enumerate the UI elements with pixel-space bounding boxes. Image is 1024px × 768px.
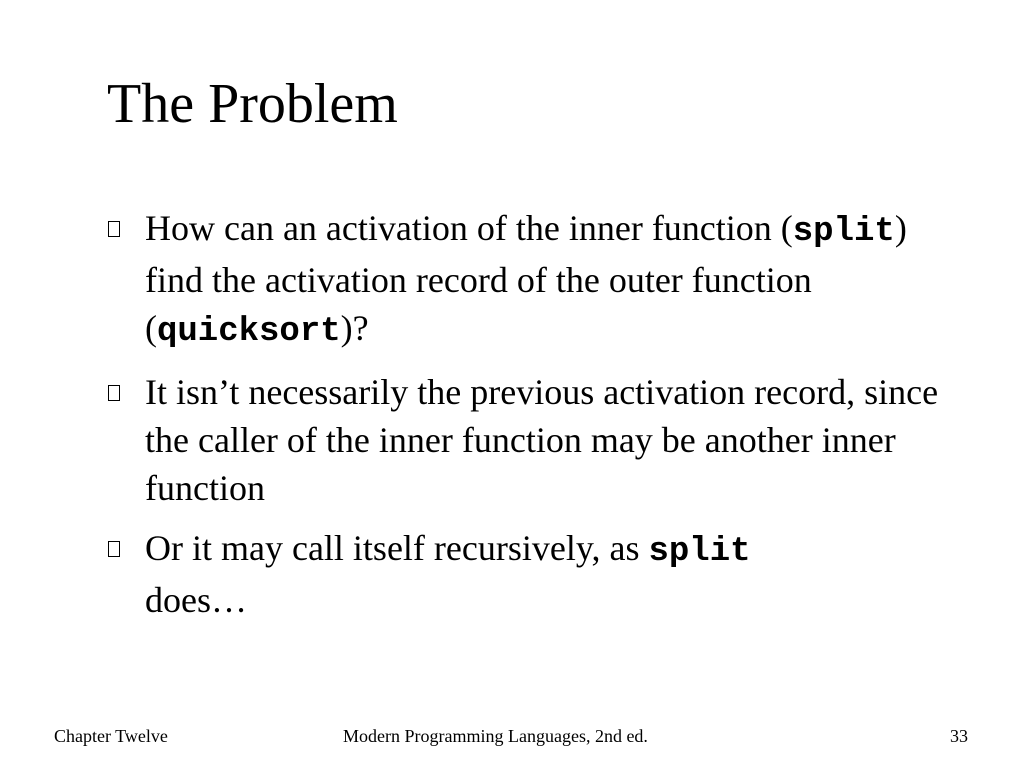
bullet-text-segment: )? bbox=[340, 308, 369, 348]
square-bullet-icon bbox=[108, 541, 120, 557]
bullet-text bbox=[145, 372, 938, 508]
slide-title: The Problem bbox=[107, 73, 398, 135]
footer-page-number: 33 bbox=[950, 726, 968, 746]
code-split: split bbox=[648, 533, 751, 571]
code-split: split bbox=[792, 213, 895, 251]
bullet-text-segment: ) find the activation record of the outer function ( bbox=[145, 208, 907, 348]
bullet-text-segment: How can an activation of the inner function ( bbox=[145, 208, 793, 248]
bullet-text-segment: does… bbox=[145, 580, 247, 620]
bullet-text-segment: It isn’t necessarily the previous activation record, since the caller of the inner function may be another inner function bbox=[145, 372, 939, 508]
bullet-list bbox=[108, 204, 968, 636]
bullet-text bbox=[145, 208, 907, 351]
bullet-item bbox=[108, 524, 968, 624]
footer-chapter: Chapter Twelve bbox=[54, 726, 168, 746]
code-quicksort: quicksort bbox=[157, 313, 341, 351]
bullet-text-segment: Or it may call itself recursively, as bbox=[145, 528, 649, 568]
bullet-item bbox=[108, 368, 968, 512]
square-bullet-icon bbox=[108, 221, 120, 237]
bullet-item bbox=[108, 204, 968, 356]
square-bullet-icon bbox=[108, 385, 120, 401]
bullet-text bbox=[145, 528, 751, 620]
footer-book-title: Modern Programming Languages, 2nd ed. bbox=[343, 726, 648, 746]
